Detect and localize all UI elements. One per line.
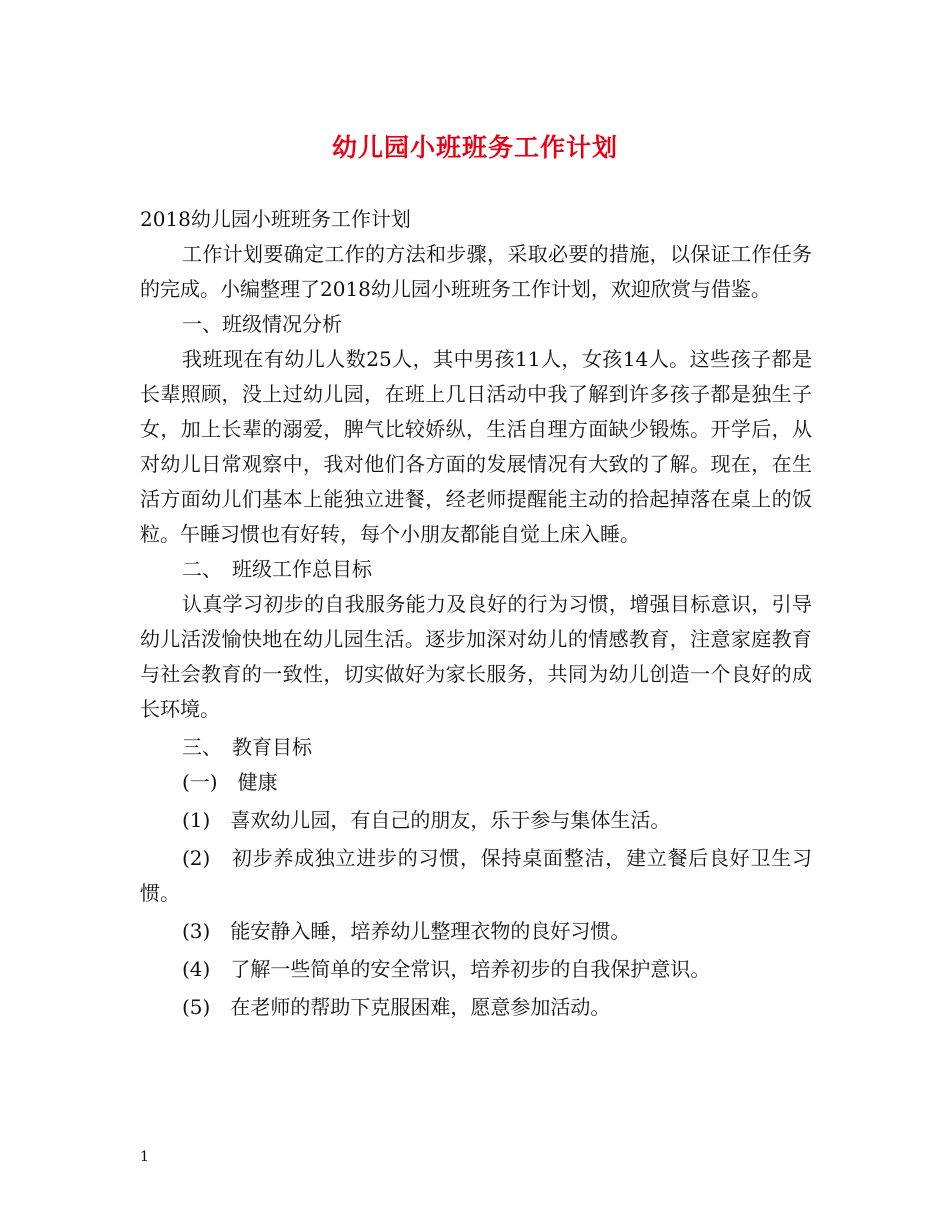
section-heading-1: 一、班级情况分析 bbox=[182, 312, 342, 336]
subtitle-line: 2018幼儿园小班班务工作计划 bbox=[140, 207, 411, 231]
document-title: 幼儿园小班班务工作计划 bbox=[331, 133, 618, 162]
section-heading-2: 二、 班级工作总目标 bbox=[182, 557, 372, 581]
subsection-heading-health: (一) 健康 bbox=[182, 770, 278, 794]
section-heading-3: 三、 教育目标 bbox=[182, 735, 312, 759]
document-body bbox=[140, 202, 812, 1025]
list-item-3: (3) 能安静入睡，培养幼儿整理衣物的良好习惯。 bbox=[182, 919, 631, 943]
list-item-2: (2) 初步养成独立进步的习惯，保持桌面整洁，建立餐后良好卫生习惯。 bbox=[140, 846, 812, 905]
list-item-1: (1) 喜欢幼儿园，有自己的朋友，乐于参与集体生活。 bbox=[182, 808, 671, 832]
list-item-5: (5) 在老师的帮助下克服困难，愿意参加活动。 bbox=[182, 995, 611, 1019]
page-number: 1 bbox=[140, 1149, 149, 1165]
class-analysis-paragraph: 我班现在有幼儿人数25人，其中男孩11人，女孩14人。这些孩子都是长辈照顾，没上过幼儿园，在班上几日活动中我了解到许多孩子都是独生子女，加上长辈的溺爱，脾气比较娇纵，生活自理方面缺少锻炼。开学后，从对幼儿日常观察中，我对他们各方面的发展情况有大致的了解。现在，在生活方面幼儿们基本上能独立进餐，经老师提醒能主动的拾起掉落在桌上的饭粒。午睡习惯也有好转，每个小朋友都能自觉上床入睡。 bbox=[140, 347, 812, 546]
intro-paragraph: 工作计划要确定工作的方法和步骤，采取必要的措施，以保证工作任务的完成。小编整理了2018幼儿园小班班务工作计划，欢迎欣赏与借鉴。 bbox=[140, 242, 812, 301]
overall-goal-paragraph: 认真学习初步的自我服务能力及良好的行为习惯，增强目标意识，引导幼儿活泼愉快地在幼儿园生活。逐步加深对幼儿的情感教育，注意家庭教育与社会教育的一致性，切实做好为家长服务，共同为幼儿创造一个良好的成长环境。 bbox=[140, 592, 812, 721]
list-item-4: (4) 了解一些简单的安全常识，培养初步的自我保护意识。 bbox=[182, 957, 711, 981]
